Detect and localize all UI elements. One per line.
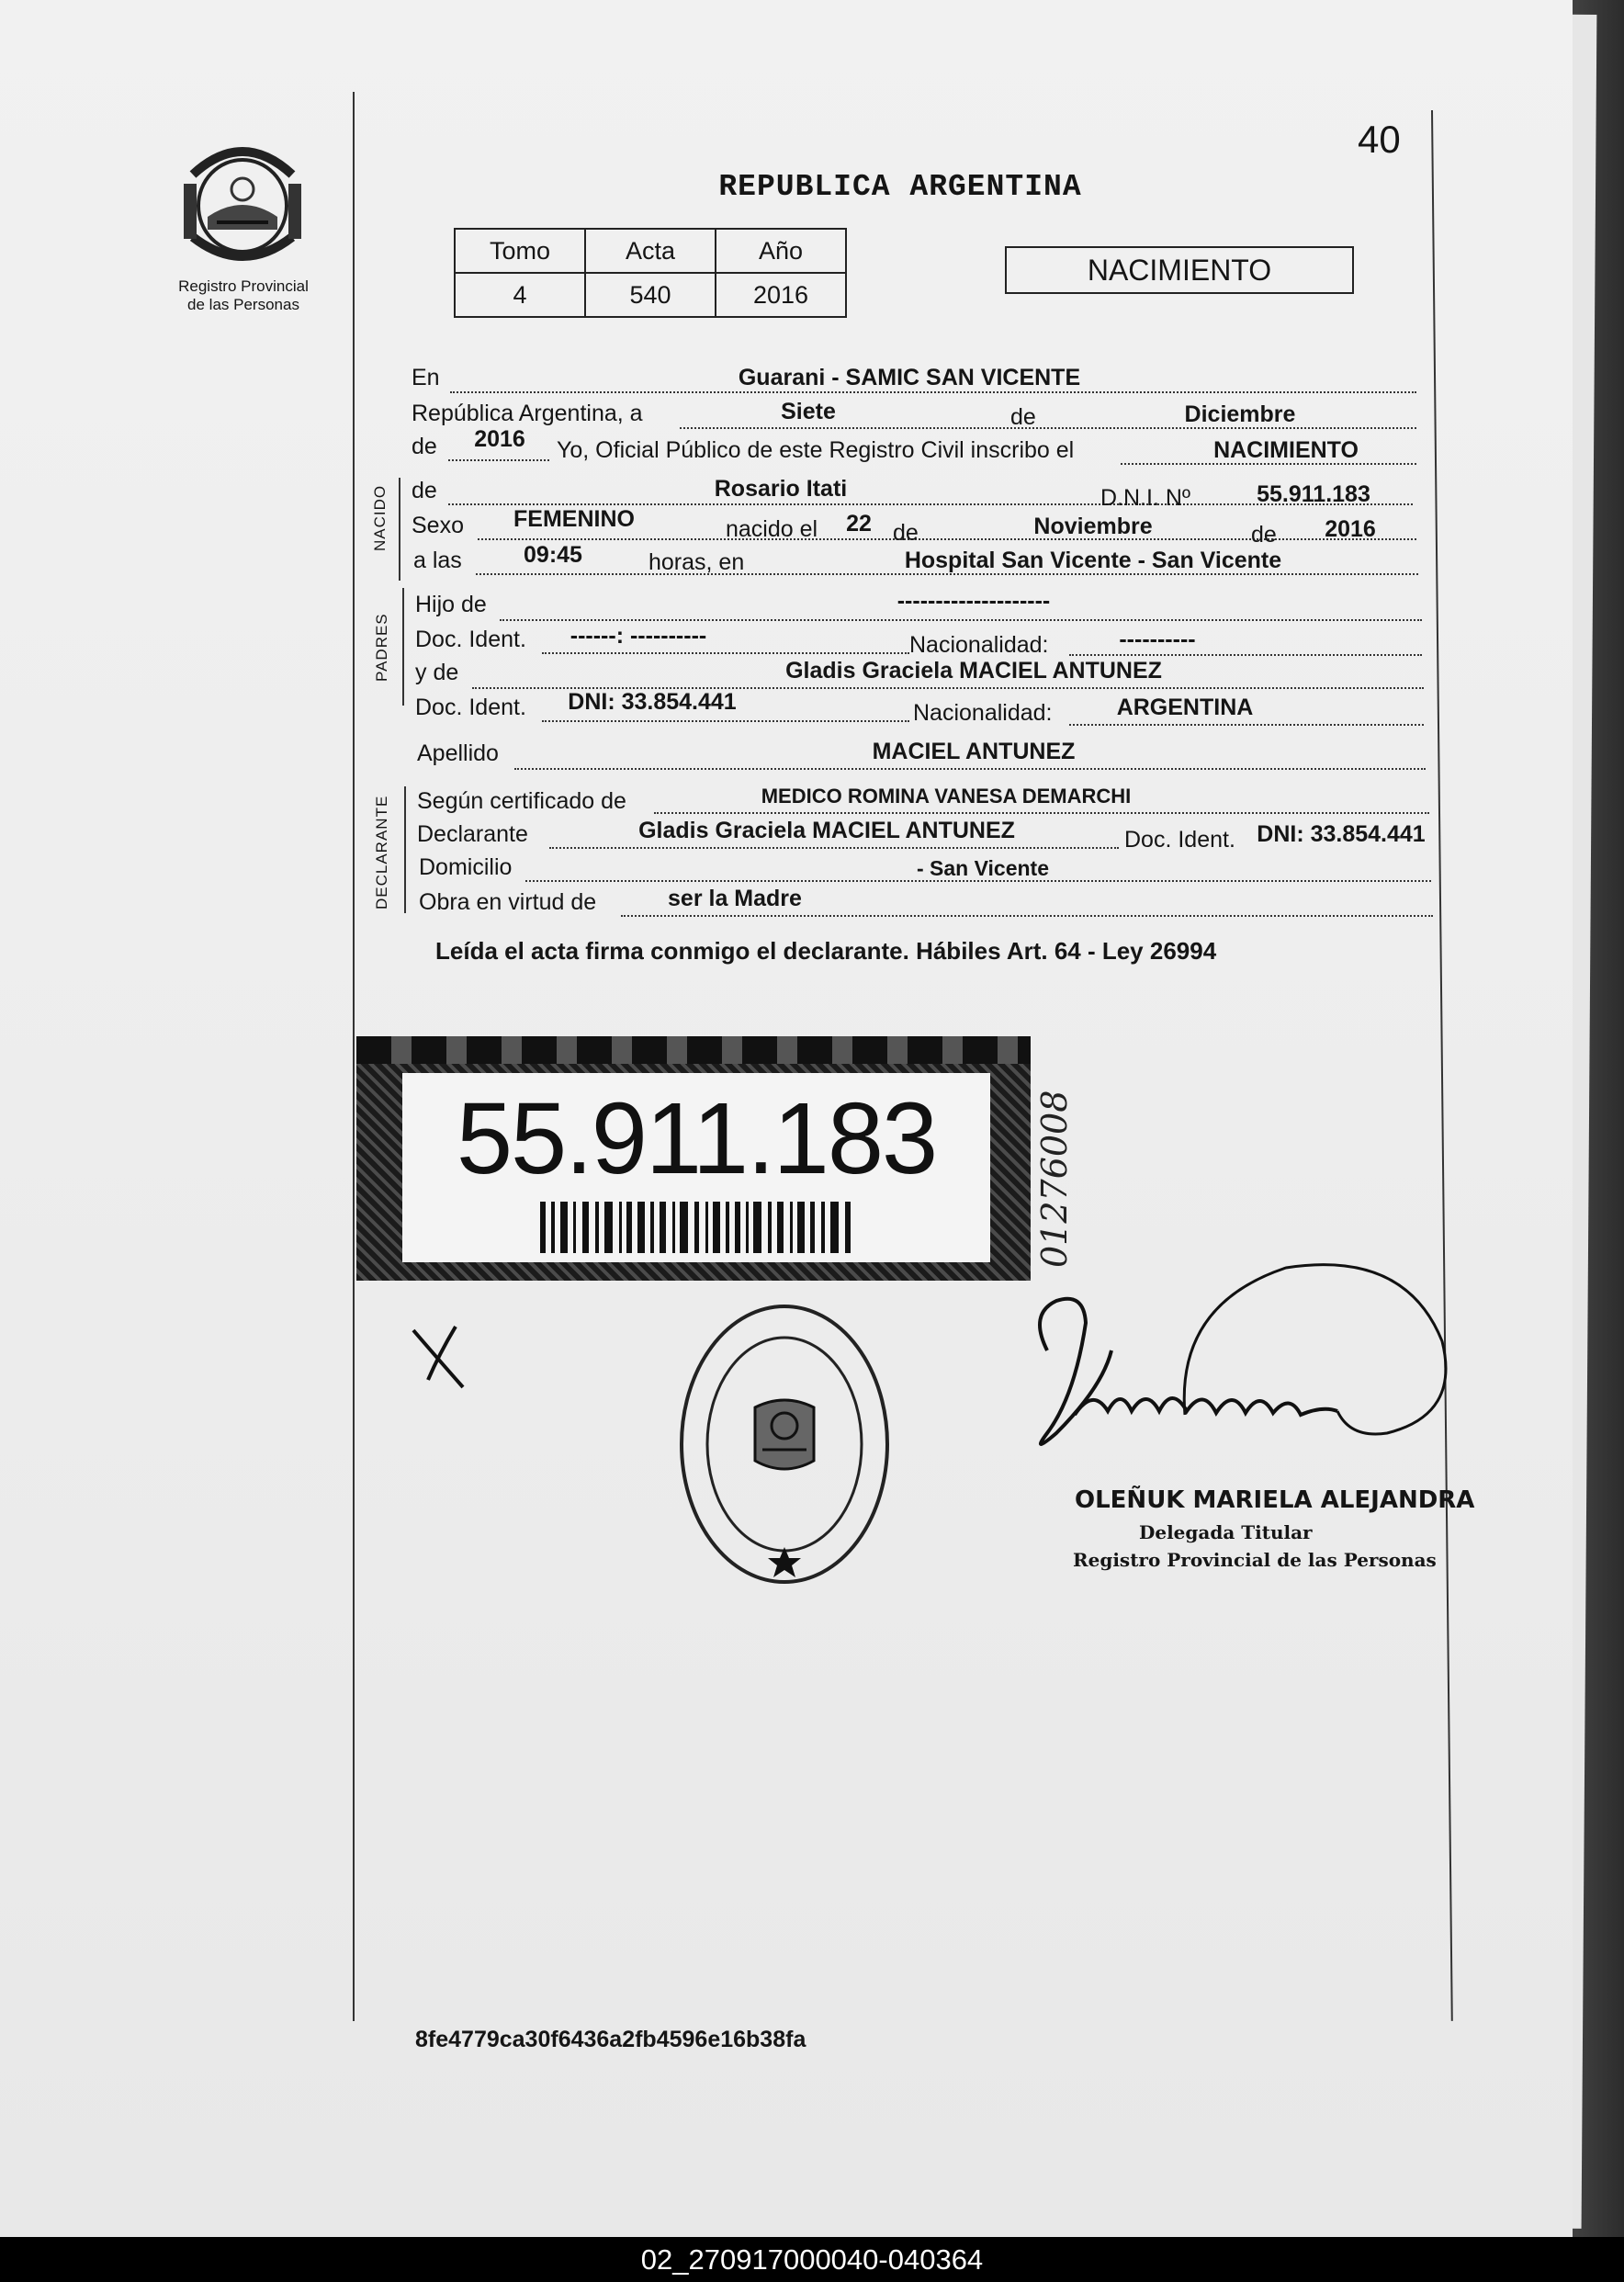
value-anio-registro: 2016 <box>474 426 525 452</box>
label-en: En <box>412 365 440 390</box>
leader-dots <box>450 391 1416 393</box>
hospital-stamp <box>674 1297 895 1591</box>
leader-dots <box>448 459 549 461</box>
value-apellido: MACIEL ANTUNEZ <box>872 739 1076 764</box>
side-label-declarante: DECLARANTE <box>373 795 390 909</box>
side-label-nacido: NACIDO <box>371 484 389 551</box>
leader-dots <box>542 720 909 722</box>
country-title: REPUBLICA ARGENTINA <box>718 170 1082 204</box>
left-margin-line <box>353 92 355 2021</box>
value-lugar: Guarani - SAMIC SAN VICENTE <box>738 365 1081 390</box>
leader-dots <box>549 847 1119 849</box>
label-de: de <box>893 520 919 546</box>
bracket-nacido <box>399 478 400 581</box>
value-madre: Gladis Graciela MACIEL ANTUNEZ <box>785 658 1162 683</box>
label-nacido-el: nacido el <box>726 516 818 542</box>
label-de: de <box>1010 404 1036 430</box>
label-declarante: Declarante <box>417 821 528 847</box>
label-obra-en-virtud: Obra en virtud de <box>419 889 597 915</box>
logo-caption-line1: Registro Provincial <box>178 277 309 295</box>
leader-dots <box>514 768 1426 770</box>
label-yo-oficial: Yo, Oficial Público de este Registro Civil inscribo el <box>557 437 1075 463</box>
value-mes-nac: Noviembre <box>1033 514 1153 539</box>
value-dia-registro: Siete <box>781 399 836 424</box>
meta-value-acta: 540 <box>585 273 716 317</box>
value-anio-nac: 2016 <box>1325 516 1376 542</box>
meta-value-anio: 2016 <box>716 273 846 317</box>
signatory-name: OLEÑUK MARIELA ALEJANDRA <box>1075 1486 1475 1514</box>
value-padre: -------------------- <box>897 588 1051 614</box>
value-madre-nac: ARGENTINA <box>1116 695 1254 720</box>
label-de: de <box>412 434 437 459</box>
label-de: de <box>1251 522 1277 548</box>
meta-header-anio: Año <box>716 229 846 273</box>
label-nacionalidad: Nacionalidad: <box>909 632 1049 658</box>
meta-header-acta: Acta <box>585 229 716 273</box>
value-domicilio: - San Vicente <box>916 856 1050 880</box>
logo-caption <box>156 277 331 314</box>
signatory-role: Delegada Titular <box>1139 1521 1313 1543</box>
value-lugar-nac: Hospital San Vicente - San Vicente <box>904 548 1282 573</box>
label-apellido: Apellido <box>417 740 499 766</box>
label-doc-ident: Doc. Ident. <box>1124 827 1235 853</box>
leader-dots <box>654 812 1429 814</box>
value-padre-nac: ---------- <box>1119 627 1196 652</box>
right-margin-line <box>1431 110 1453 2021</box>
barcode-icon <box>540 1202 852 1253</box>
leader-dots <box>621 915 1433 917</box>
misiones-province-logo <box>180 138 305 268</box>
value-madre-doc: DNI: 33.854.441 <box>568 689 737 715</box>
value-dia-nac: 22 <box>846 511 872 537</box>
value-nombre: Rosario Itati <box>714 476 848 502</box>
label-doc-ident: Doc. Ident. <box>415 695 526 720</box>
label-nacionalidad: Nacionalidad: <box>913 700 1053 726</box>
value-sexo: FEMENINO <box>513 506 635 532</box>
leader-dots <box>542 652 909 654</box>
value-mes-registro: Diciembre <box>1184 401 1296 427</box>
label-horas-en: horas, en <box>648 549 745 575</box>
record-type-box: NACIMIENTO <box>1005 246 1354 294</box>
label-sexo: Sexo <box>412 513 464 538</box>
value-virtud: ser la Madre <box>668 886 802 911</box>
value-hora: 09:45 <box>524 542 582 568</box>
handwritten-x-mark <box>408 1319 472 1393</box>
meta-value-tomo: 4 <box>455 273 585 317</box>
label-y-de: y de <box>415 660 459 685</box>
leader-dots <box>1069 724 1424 726</box>
scan-id-footer: 02_270917000040-040364 <box>0 2237 1624 2282</box>
leader-dots <box>1069 654 1422 656</box>
sticker-dni-number: 55.911.183 <box>456 1082 937 1195</box>
page-number: 40 <box>1358 118 1401 161</box>
label-doc-ident: Doc. Ident. <box>415 627 526 652</box>
value-declarante: Gladis Graciela MACIEL ANTUNEZ <box>638 818 1015 843</box>
sticker-security-band <box>356 1036 1031 1064</box>
value-dni: 55.911.183 <box>1257 481 1370 507</box>
handwritten-serial: 01276008 <box>1034 1090 1075 1268</box>
side-label-padres: PADRES <box>373 613 390 682</box>
meta-header-tomo: Tomo <box>455 229 585 273</box>
bracket-declarante <box>404 786 406 913</box>
label-segun-certificado: Según certificado de <box>417 788 626 814</box>
leader-dots <box>500 619 1422 621</box>
label-dni-no: D.N.I. Nº <box>1100 485 1191 511</box>
label-hijo-de: Hijo de <box>415 592 487 617</box>
label-republica-a: República Argentina, a <box>412 401 643 426</box>
label-domicilio: Domicilio <box>419 854 513 880</box>
sticker-label <box>402 1073 990 1262</box>
label-a-las: a las <box>413 548 462 573</box>
bracket-padres <box>402 588 404 706</box>
dni-sticker <box>356 1036 1031 1281</box>
signature <box>1020 1249 1460 1525</box>
logo-caption-line2: de las Personas <box>187 296 299 313</box>
closing-statement: Leída el acta firma conmigo el declarante. Hábiles Art. 64 - Ley 26994 <box>435 937 1217 965</box>
signatory-org: Registro Provincial de las Personas <box>1073 1549 1437 1571</box>
value-padre-doc: ------: ---------- <box>570 623 707 649</box>
value-certificado: MEDICO ROMINA VANESA DEMARCHI <box>761 785 1132 808</box>
label-de: de <box>412 478 437 503</box>
tomo-acta-anio-table <box>454 228 847 318</box>
value-declarante-doc: DNI: 33.854.441 <box>1257 821 1426 847</box>
value-tipo: NACIMIENTO <box>1213 437 1359 463</box>
document-hash: 8fe4779ca30f6436a2fb4596e16b38fa <box>415 2027 806 2052</box>
